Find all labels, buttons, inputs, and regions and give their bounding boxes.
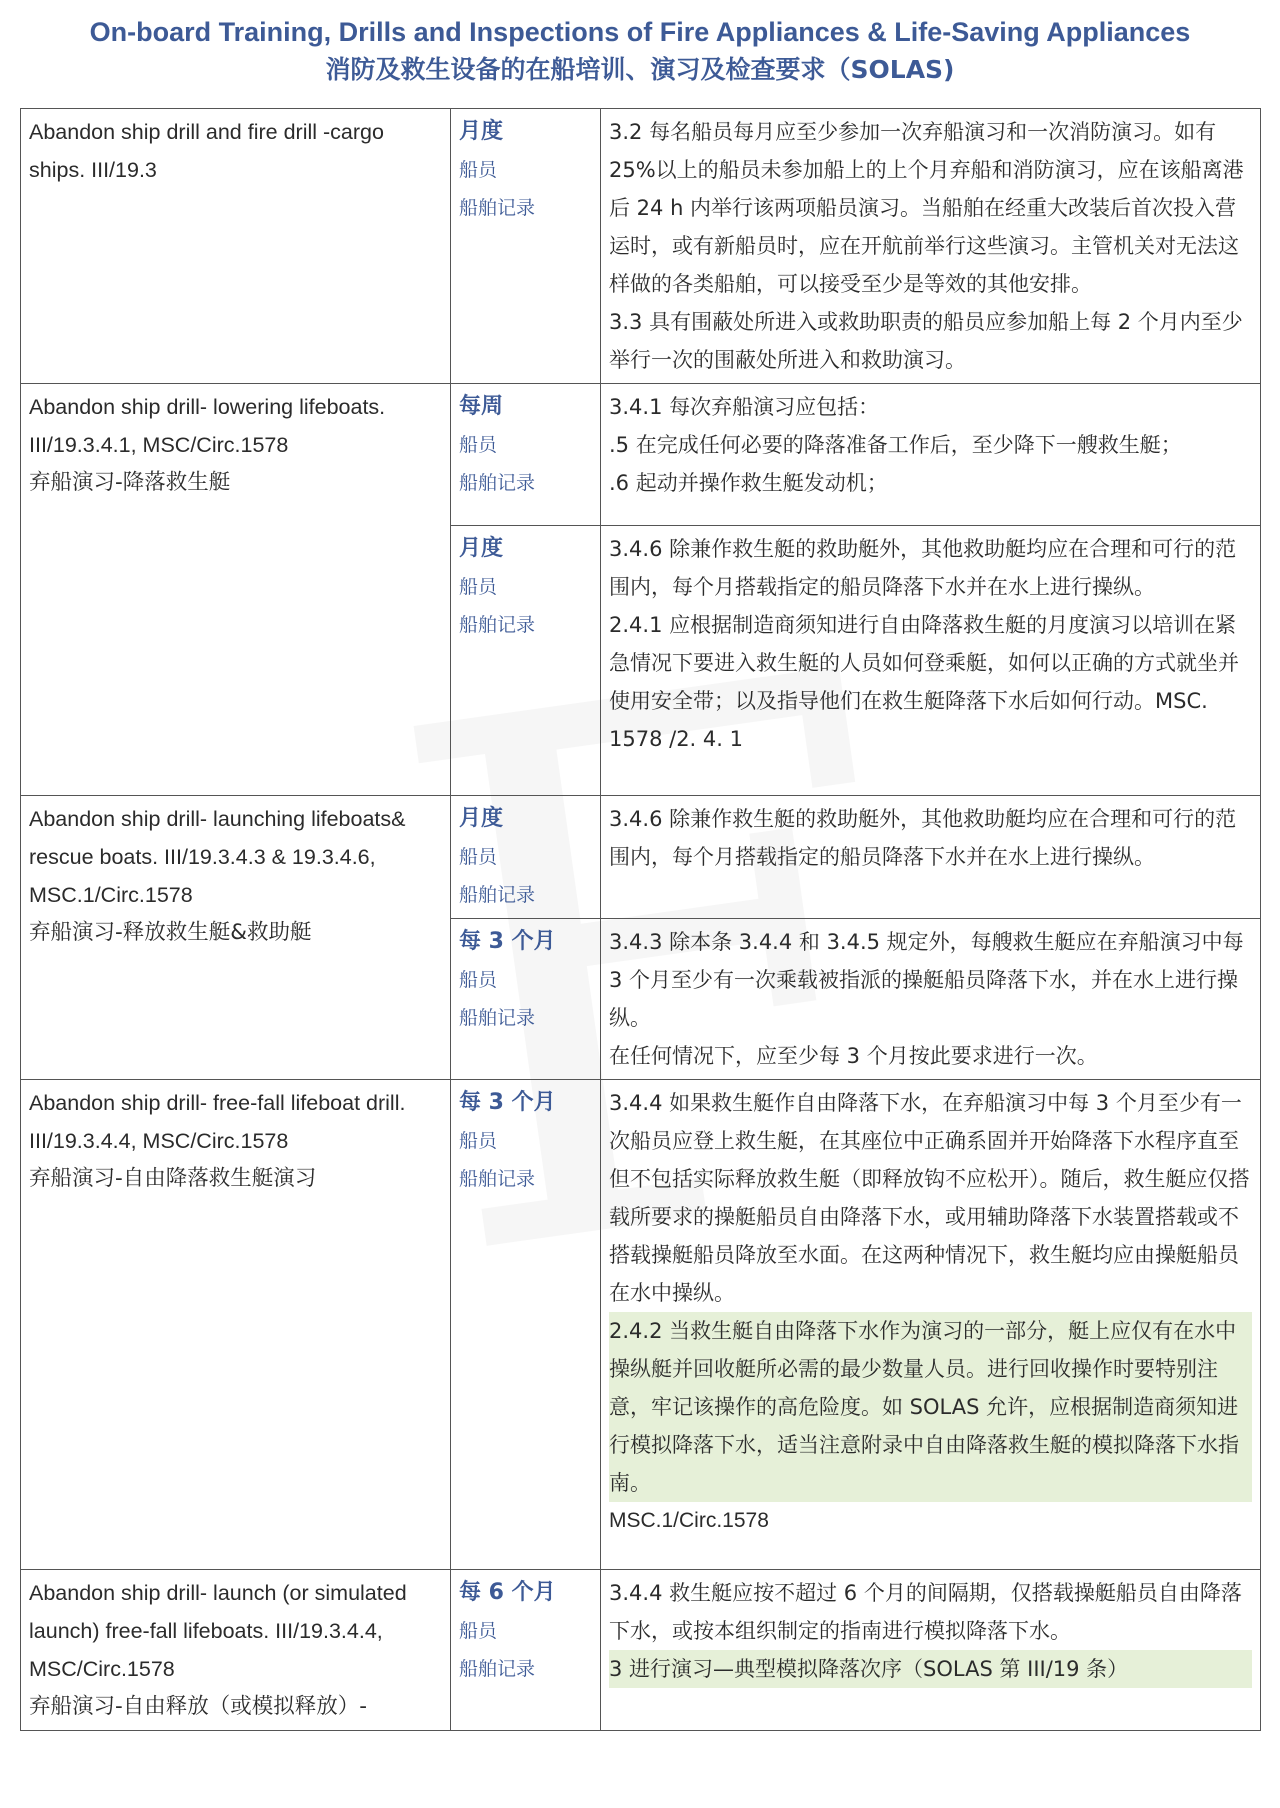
- requirement-cell: [601, 384, 1261, 526]
- frequency-label: 月度: [459, 536, 504, 561]
- frequency-label: 每 3 个月: [459, 1090, 556, 1115]
- record-label: 船舶记录: [459, 1658, 536, 1680]
- item-text-en: Abandon ship drill- lowering lifeboats. III/19.3.4.1, MSC/Circ.1578: [29, 395, 386, 457]
- frequency-cell: [451, 919, 601, 1080]
- item-cell: [21, 796, 451, 1080]
- requirement-text: 3.4.6 除兼作救生艇的救助艇外，其他救助艇均应在合理和可行的范围内，每个月搭载指定的船员降落下水并在水上进行操纵。: [609, 537, 1237, 599]
- frequency-cell: [451, 526, 601, 796]
- table-row: [21, 384, 1261, 526]
- citation-text: MSC.1/Circ.1578: [609, 1509, 769, 1532]
- table-row: [21, 1570, 1261, 1731]
- crew-label: 船员: [459, 846, 498, 868]
- frequency-label: 月度: [459, 119, 504, 144]
- crew-label: 船员: [459, 1620, 498, 1642]
- record-label: 船舶记录: [459, 1168, 536, 1190]
- requirement-text: 2.4.1 应根据制造商须知进行自由降落救生艇的月度演习以培训在紧急情况下要进入救生艇的人员如何登乘艇，如何以正确的方式就坐并使用安全带；以及指导他们在救生艇降落下水后如何行动。MSC. 1578 /2. 4. 1: [609, 613, 1239, 751]
- frequency-cell: [451, 109, 601, 384]
- requirement-text: .6 起动并操作救生艇发动机；: [609, 471, 888, 495]
- record-label: 船舶记录: [459, 197, 536, 219]
- page-header: [0, 0, 1280, 88]
- requirement-cell: [601, 919, 1261, 1080]
- item-text-zh: 弃船演习-自由释放（或模拟释放）-: [29, 1694, 368, 1719]
- frequency-cell: [451, 384, 601, 526]
- frequency-cell: [451, 1570, 601, 1731]
- item-text-zh: 弃船演习-降落救生艇: [29, 470, 231, 495]
- table-row: [21, 109, 1261, 384]
- requirement-text-highlighted: 2.4.2 当救生艇自由降落下水作为演习的一部分，艇上应仅有在水中操纵艇并回收艇所必需的最少数量人员。进行回收操作时要特别注意，牢记该操作的高危险度。如 SOLAS 允许，应根据制造商须知进行模拟降落下水，适当注意附录中自由降落救生艇的模拟降落下水指南。: [609, 1312, 1252, 1502]
- item-text-en: Abandon ship drill- launch (or simulated launch) free-fall lifeboats. III/19.3.4.4, MSC/Circ.1578: [29, 1581, 407, 1681]
- record-label: 船舶记录: [459, 1007, 536, 1029]
- requirement-text: .5 在完成任何必要的降落准备工作后，至少降下一艘救生艇；: [609, 433, 1182, 457]
- item-text-zh: 弃船演习-释放救生艇&救助艇: [29, 920, 312, 945]
- crew-label: 船员: [459, 1130, 498, 1152]
- item-text-zh: 弃船演习-自由降落救生艇演习: [29, 1166, 317, 1191]
- requirement-text: 3.4.4 救生艇应按不超过 6 个月的间隔期，仅搭载操艇船员自由降落下水，或按本组织制定的指南进行模拟降落下水。: [609, 1581, 1242, 1643]
- crew-label: 船员: [459, 159, 498, 181]
- item-cell: [21, 384, 451, 796]
- title-zh: 消防及救生设备的在船培训、演习及检查要求（SOLAS): [325, 55, 955, 84]
- requirement-text: 在任何情况下，应至少每 3 个月按此要求进行一次。: [609, 1044, 1098, 1068]
- table-row: [21, 1080, 1261, 1570]
- record-label: 船舶记录: [459, 472, 536, 494]
- frequency-label: 月度: [459, 806, 504, 831]
- requirement-text-highlighted: 3 进行演习—典型模拟降落次序（SOLAS 第 III/19 条）: [609, 1650, 1252, 1688]
- item-cell: [21, 1570, 451, 1731]
- record-label: 船舶记录: [459, 884, 536, 906]
- item-text-en: Abandon ship drill and fire drill -cargo ships. III/19.3: [29, 120, 384, 182]
- frequency-label: 每 6 个月: [459, 1580, 556, 1605]
- requirement-text: 3.3 具有围蔽处所进入或救助职责的船员应参加船上每 2 个月内至少举行一次的围蔽处所进入和救助演习。: [609, 310, 1243, 372]
- frequency-label: 每 3 个月: [459, 929, 556, 954]
- table-row: [21, 796, 1261, 919]
- requirement-cell: [601, 1080, 1261, 1570]
- requirement-cell: [601, 796, 1261, 919]
- record-label: 船舶记录: [459, 614, 536, 636]
- requirement-cell: [601, 526, 1261, 796]
- requirement-cell: [601, 109, 1261, 384]
- requirement-text: 3.4.6 除兼作救生艇的救助艇外，其他救助艇均应在合理和可行的范围内，每个月搭载指定的船员降落下水并在水上进行操纵。: [609, 807, 1237, 869]
- crew-label: 船员: [459, 434, 498, 456]
- requirement-text: 3.4.3 除本条 3.4.4 和 3.4.5 规定外，每艘救生艇应在弃船演习中每 3 个月至少有一次乘载被指派的操艇船员降落下水，并在水上进行操纵。: [609, 930, 1244, 1030]
- item-text-en: Abandon ship drill- launching lifeboats& rescue boats. III/19.3.4.3 & 19.3.4.6, MSC.1/Circ.1578: [29, 807, 406, 907]
- requirement-text: 3.2 每名船员每月应至少参加一次弃船演习和一次消防演习。如有 25%以上的船员未参加船上的上个月弃船和消防演习，应在该船离港后 24 h 内举行该两项船员演习。当船舶在经重大改装后首次投入营运时，或有新船员时，应在开航前举行这些演习。主管机关对无法这样做的各类船舶，可以接受至少是等效的其他安排。: [609, 120, 1244, 296]
- requirement-cell: [601, 1570, 1261, 1731]
- frequency-cell: [451, 1080, 601, 1570]
- item-cell: [21, 1080, 451, 1570]
- requirements-table: [20, 108, 1261, 1731]
- requirement-text: 3.4.4 如果救生艇作自由降落下水，在弃船演习中每 3 个月至少有一次船员应登上救生艇，在其座位中正确系固并开始降落下水程序直至但不包括实际释放救生艇（即释放钩不应松开）。随后，救生艇应仅搭载所要求的操艇船员自由降落下水，或用辅助降落下水装置搭载或不搭载操艇船员降放至水面。在这两种情况下，救生艇均应由操艇船员在水中操纵。: [609, 1091, 1250, 1305]
- crew-label: 船员: [459, 576, 498, 598]
- frequency-label: 每周: [459, 394, 504, 419]
- frequency-cell: [451, 796, 601, 919]
- item-cell: [21, 109, 451, 384]
- crew-label: 船员: [459, 969, 498, 991]
- item-text-en: Abandon ship drill- free-fall lifeboat drill. III/19.3.4.4, MSC/Circ.1578: [29, 1091, 406, 1153]
- title-en: On-board Training, Drills and Inspections of Fire Appliances & Life-Saving Appliances: [89, 17, 1191, 47]
- requirement-text: 3.4.1 每次弃船演习应包括：: [609, 395, 880, 419]
